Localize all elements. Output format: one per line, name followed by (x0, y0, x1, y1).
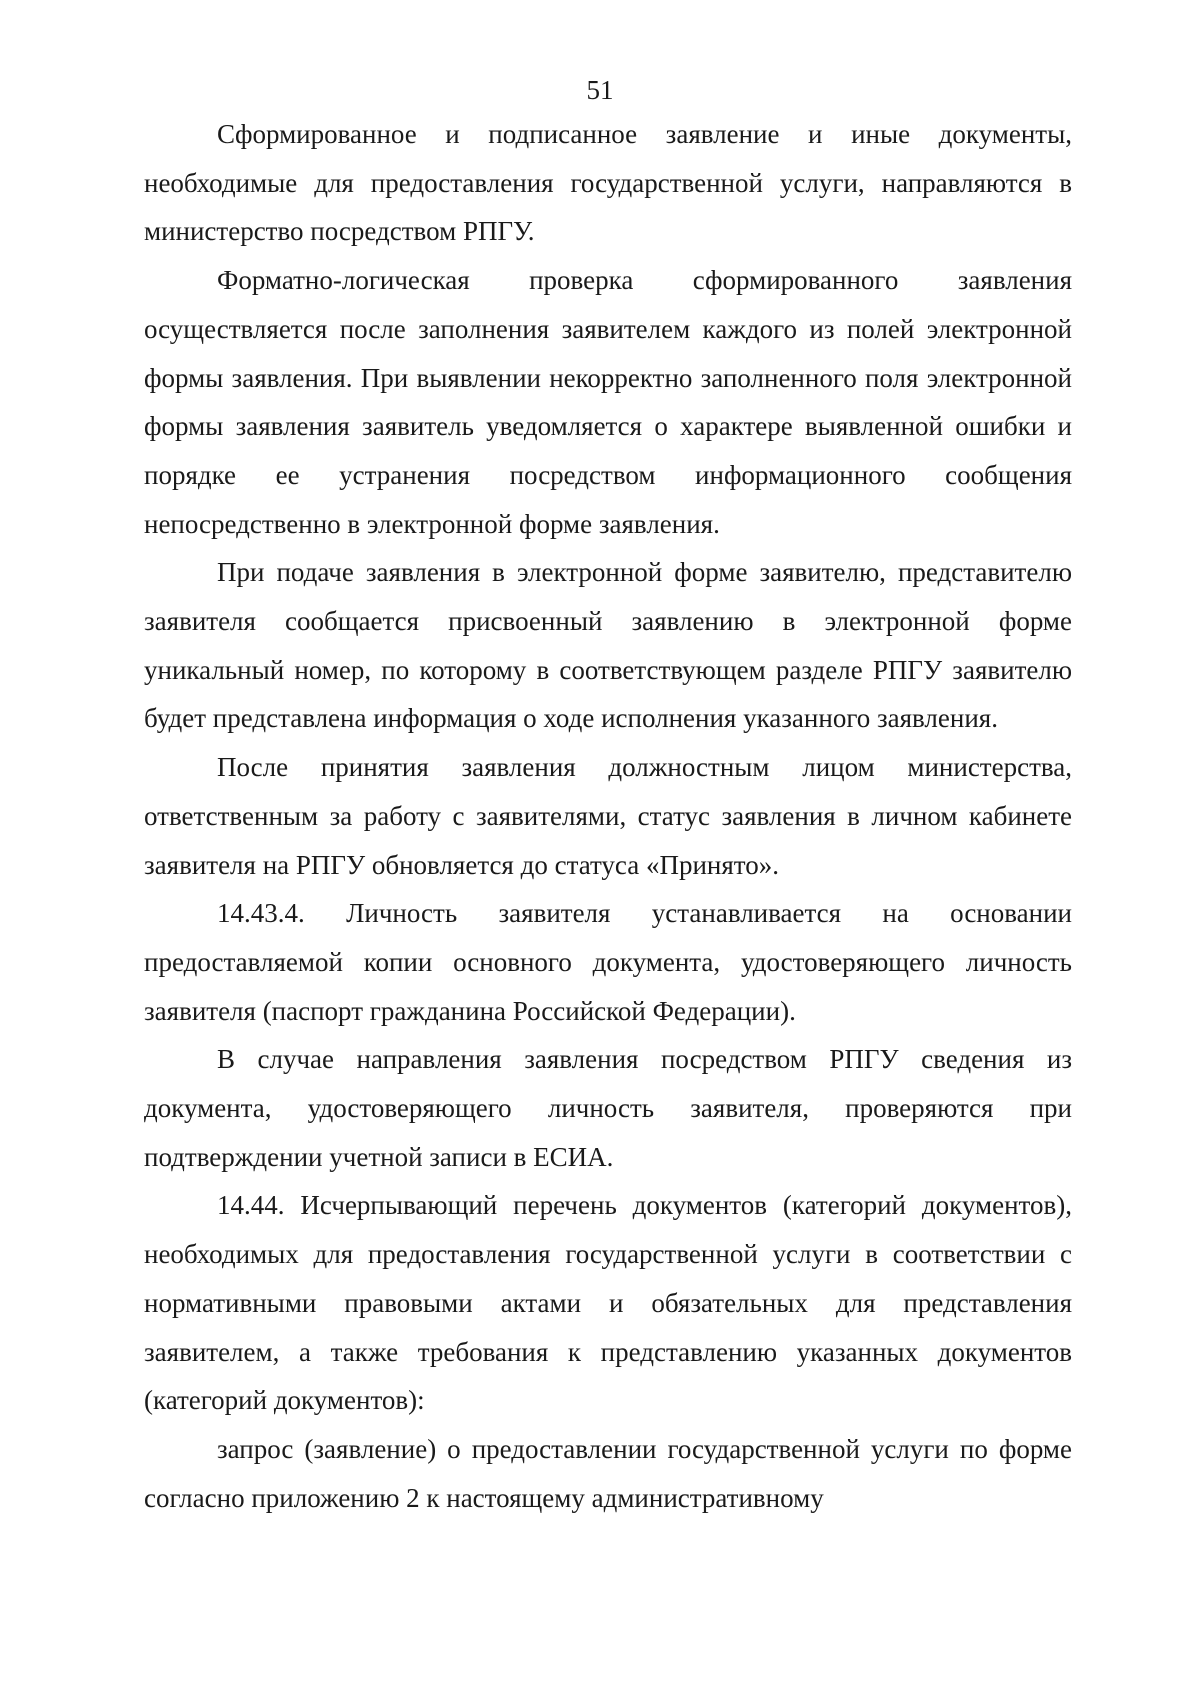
page-number: 51 (586, 75, 614, 105)
paragraph-format-check: Форматно-логическая проверка сформированного заявления осуществляется после заполнения заявителем каждого из полей электронной формы заявления. При выявлении некорректно заполненного поля электронной формы заявления заявитель уведомляется о характере выявленной ошибки и порядке ее устранения посредством информационного сообщения непосредственно в электронной форме заявления. (144, 265, 1072, 539)
paragraph-documents-list: 14.44. Исчерпывающий перечень документов (категорий документов), необходимых для предоставления государственной услуги в соответствии с нормативными правовыми актами и обязательных для представления заявителем, а также требования к представлению указанных документов (категорий документов): (144, 1190, 1072, 1416)
paragraph-submission: Сформированное и подписанное заявление и иные документы, необходимые для предоставления государственной услуги, направляются в министерство посредством РПГУ. (144, 119, 1072, 247)
paragraph-esia-check: В случае направления заявления посредством РПГУ сведения из документа, удостоверяющего личность заявителя, проверяются при подтверждении учетной записи в ЕСИА. (144, 1044, 1072, 1172)
paragraph-request-form: запрос (заявление) о предоставлении государственной услуги по форме согласно приложению 2 к настоящему административному (144, 1433, 1072, 1513)
document-body (144, 110, 1072, 1522)
paragraph-unique-number: При подаче заявления в электронной форме заявителю, представителю заявителя сообщается присвоенный заявлению в электронной форме уникальный номер, по которому в соответствующем разделе РПГУ заявителю будет представлена информация о ходе исполнения указанного заявления. (144, 557, 1072, 734)
paragraph-identity: 14.43.4. Личность заявителя устанавливается на основании предоставляемой копии основного документа, удостоверяющего личность заявителя (паспорт гражданина Российской Федерации). (144, 898, 1072, 1026)
paragraph-status-accepted: После принятия заявления должностным лицом министерства, ответственным за работу с заявителями, статус заявления в личном кабинете заявителя на РПГУ обновляется до статуса «Принято». (144, 752, 1072, 880)
